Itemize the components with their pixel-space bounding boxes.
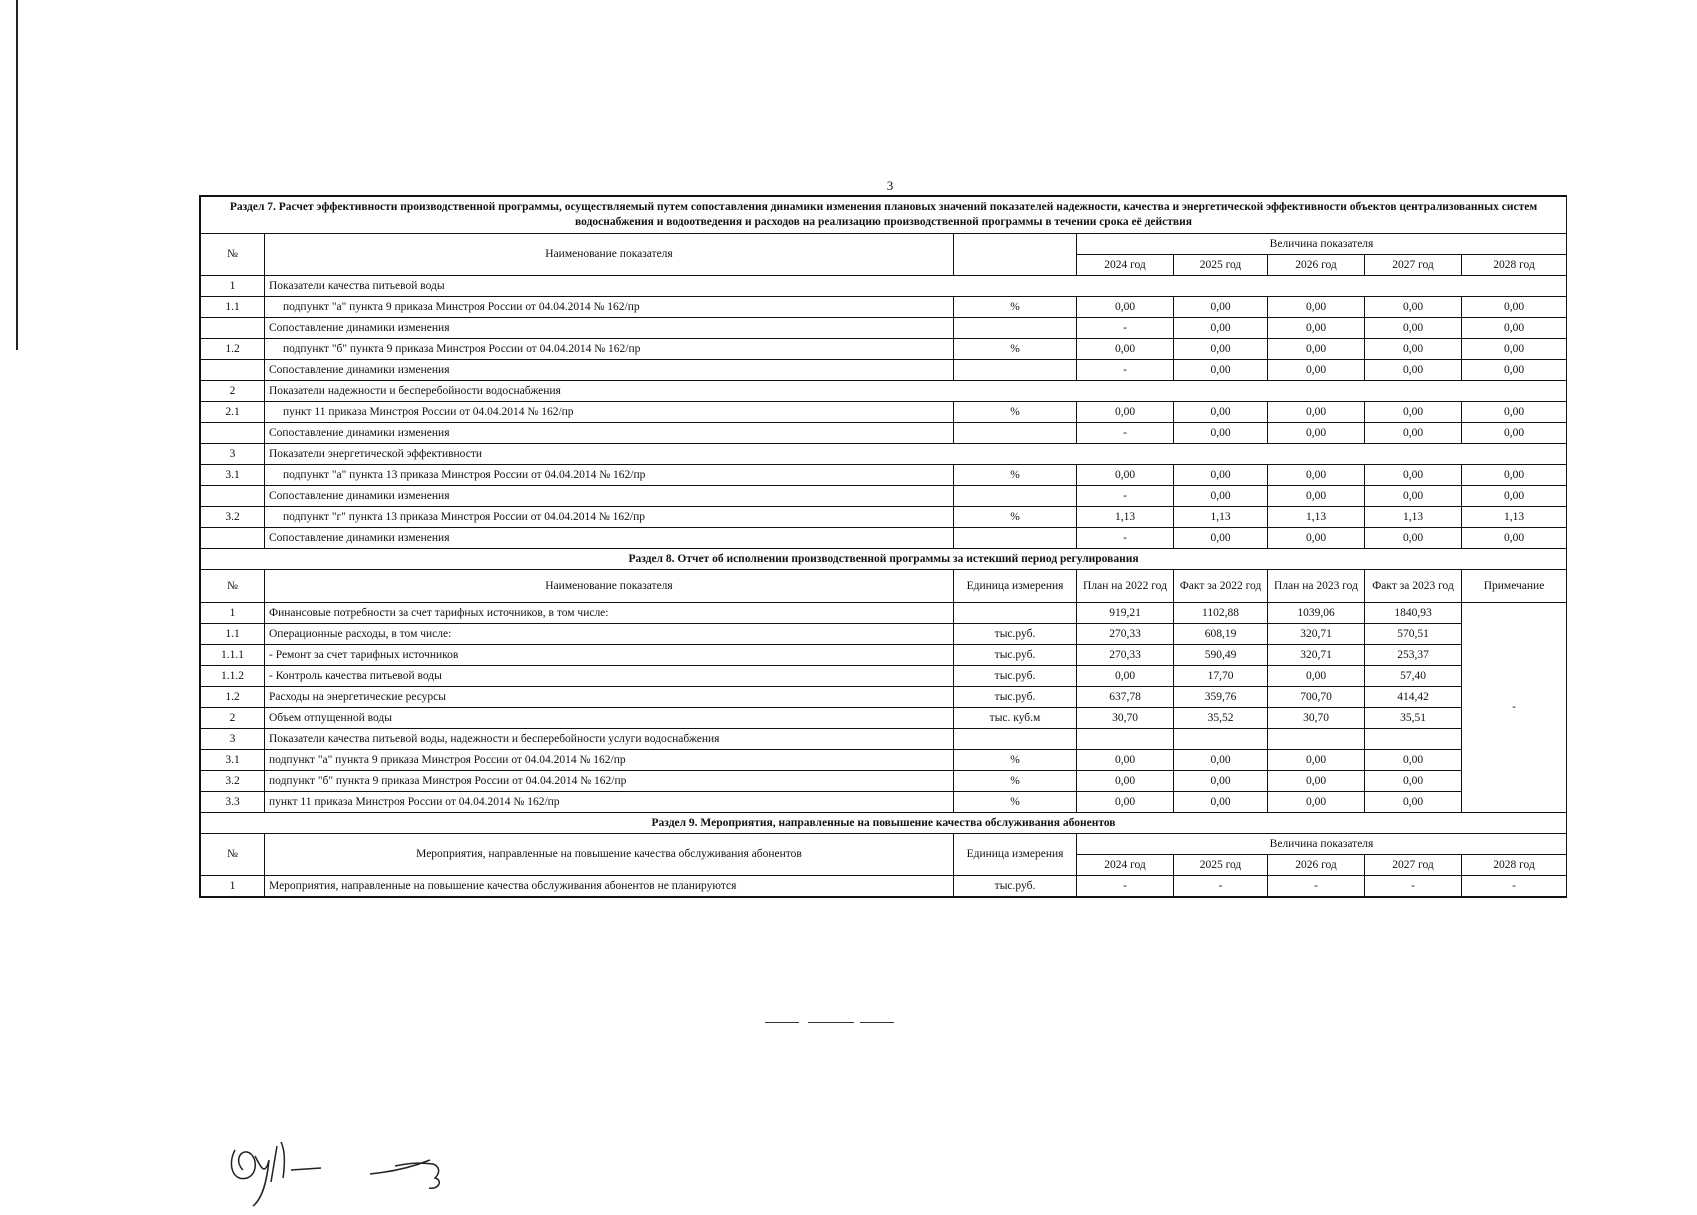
- row-unit: %: [954, 402, 1077, 423]
- row-value: 270,33: [1077, 624, 1174, 645]
- row-value: 0,00: [1268, 486, 1365, 507]
- row-value: 0,00: [1462, 402, 1567, 423]
- year-header: 2025 год: [1174, 855, 1268, 876]
- separator-dash: [765, 1022, 799, 1023]
- row-unit: %: [954, 465, 1077, 486]
- row-name: подпункт "а" пункта 9 приказа Минстроя России от 04.04.2014 № 162/пр: [265, 750, 954, 771]
- row-value: 590,49: [1174, 645, 1268, 666]
- row-value: 1,13: [1365, 507, 1462, 528]
- period-header: План на 2022 год: [1077, 570, 1174, 603]
- row-value: 0,00: [1365, 792, 1462, 813]
- section9-title-row: [201, 813, 1567, 834]
- row-value: 0,00: [1268, 339, 1365, 360]
- row-value: 0,00: [1365, 486, 1462, 507]
- row-value: 17,70: [1174, 666, 1268, 687]
- row-number: [201, 486, 265, 507]
- row-number: 1.2: [201, 687, 265, 708]
- year-header: 2024 год: [1077, 255, 1174, 276]
- col-name-header: Наименование показателя: [265, 570, 954, 603]
- row-number: 2: [201, 708, 265, 729]
- row-value: -: [1077, 528, 1174, 549]
- table-row: [201, 318, 1567, 339]
- row-value: 0,00: [1268, 402, 1365, 423]
- col-unit-header: Единица измерения: [954, 570, 1077, 603]
- row-value: -: [1365, 876, 1462, 897]
- row-value: 320,71: [1268, 624, 1365, 645]
- row-value: 0,00: [1365, 771, 1462, 792]
- row-value: [1174, 729, 1268, 750]
- row-unit: [954, 486, 1077, 507]
- period-header: План на 2023 год: [1268, 570, 1365, 603]
- row-number: 3.3: [201, 792, 265, 813]
- row-value: 0,00: [1268, 792, 1365, 813]
- row-name: подпункт "г" пункта 13 приказа Минстроя России от 04.04.2014 № 162/пр: [265, 507, 954, 528]
- row-value: 0,00: [1268, 666, 1365, 687]
- row-unit: [954, 528, 1077, 549]
- row-value: 0,00: [1365, 528, 1462, 549]
- row-name: Мероприятия, направленные на повышение качества обслуживания абонентов не планируются: [265, 876, 954, 897]
- row-value: 0,00: [1174, 486, 1268, 507]
- row-value: 919,21: [1077, 603, 1174, 624]
- row-unit: %: [954, 297, 1077, 318]
- row-value: -: [1268, 876, 1365, 897]
- row-value: 0,00: [1462, 318, 1567, 339]
- table-row: [201, 339, 1567, 360]
- document-table: [199, 195, 1567, 898]
- row-name: Сопоставление динамики изменения: [265, 528, 954, 549]
- row-group-name: Показатели надежности и бесперебойности водоснабжения: [265, 381, 1567, 402]
- row-unit: [954, 318, 1077, 339]
- row-value: -: [1077, 876, 1174, 897]
- row-value: 0,00: [1174, 318, 1268, 339]
- table-row: [201, 792, 1567, 813]
- row-value: 0,00: [1268, 750, 1365, 771]
- row-value: 0,00: [1268, 465, 1365, 486]
- row-value: 0,00: [1365, 339, 1462, 360]
- row-value: 0,00: [1077, 771, 1174, 792]
- row-value: 0,00: [1462, 423, 1567, 444]
- table-row: [201, 402, 1567, 423]
- row-value: -: [1077, 486, 1174, 507]
- row-unit: тыс.руб.: [954, 876, 1077, 897]
- row-unit: [954, 603, 1077, 624]
- row-name: подпункт "б" пункта 9 приказа Минстроя России от 04.04.2014 № 162/пр: [265, 339, 954, 360]
- row-value: 637,78: [1077, 687, 1174, 708]
- row-value: 0,00: [1268, 771, 1365, 792]
- row-value: 30,70: [1077, 708, 1174, 729]
- section7-title: Раздел 7. Расчет эффективности производственной программы, осуществляемый путем сопоставления динамики изменения плановых значений показателей надежности, качества и энергетической эффективности объектов централизованных систем водоснабжения и водоотведения и расходов на реализацию производственной программы в течении срока её действия: [201, 197, 1567, 234]
- row-number: 3: [201, 729, 265, 750]
- col-unit-header: Единица измерения: [954, 834, 1077, 876]
- note-cell: -: [1462, 603, 1567, 813]
- row-value: 0,00: [1365, 465, 1462, 486]
- row-value: 0,00: [1077, 666, 1174, 687]
- table-row: [201, 423, 1567, 444]
- row-unit: [954, 423, 1077, 444]
- row-value: [1077, 729, 1174, 750]
- row-value: 0,00: [1365, 402, 1462, 423]
- scan-edge-line: [16, 0, 18, 350]
- row-number: [201, 318, 265, 339]
- row-value: [1268, 729, 1365, 750]
- row-unit: тыс.руб.: [954, 687, 1077, 708]
- table-row: [201, 666, 1567, 687]
- row-value: 0,00: [1365, 360, 1462, 381]
- row-unit: %: [954, 771, 1077, 792]
- row-number: [201, 423, 265, 444]
- row-value: 0,00: [1268, 360, 1365, 381]
- table-row: [201, 603, 1567, 624]
- row-unit: тыс.руб.: [954, 624, 1077, 645]
- table-row: [201, 381, 1567, 402]
- row-name: пункт 11 приказа Минстроя России от 04.04.2014 № 162/пр: [265, 402, 954, 423]
- year-header: 2028 год: [1462, 255, 1567, 276]
- row-unit: %: [954, 792, 1077, 813]
- row-name: Финансовые потребности за счет тарифных источников, в том числе:: [265, 603, 954, 624]
- row-value: 0,00: [1077, 297, 1174, 318]
- section8-header-row: [201, 570, 1567, 603]
- row-value: 0,00: [1365, 318, 1462, 339]
- row-value: 253,37: [1365, 645, 1462, 666]
- row-value: 0,00: [1077, 402, 1174, 423]
- row-value: 0,00: [1174, 297, 1268, 318]
- table-body: [201, 197, 1567, 897]
- row-value: 0,00: [1462, 465, 1567, 486]
- row-unit: %: [954, 507, 1077, 528]
- table-row: [201, 876, 1567, 897]
- col-name-header: Наименование показателя: [265, 234, 954, 276]
- col-name-header: Мероприятия, направленные на повышение качества обслуживания абонентов: [265, 834, 954, 876]
- row-group-name: Показатели энергетической эффективности: [265, 444, 1567, 465]
- row-unit: тыс.руб.: [954, 666, 1077, 687]
- row-value: 0,00: [1077, 465, 1174, 486]
- row-group-name: Показатели качества питьевой воды: [265, 276, 1567, 297]
- col-no-header: №: [201, 570, 265, 603]
- row-number: 1.1.2: [201, 666, 265, 687]
- row-name: - Ремонт за счет тарифных источников: [265, 645, 954, 666]
- row-value: 608,19: [1174, 624, 1268, 645]
- row-value: 1,13: [1174, 507, 1268, 528]
- row-name: Расходы на энергетические ресурсы: [265, 687, 954, 708]
- row-number: 1: [201, 276, 265, 297]
- row-value: 0,00: [1174, 750, 1268, 771]
- row-value: 0,00: [1174, 339, 1268, 360]
- row-number: 1: [201, 876, 265, 897]
- table-row: [201, 708, 1567, 729]
- row-value: 1840,93: [1365, 603, 1462, 624]
- row-value: 0,00: [1174, 465, 1268, 486]
- table-row: [201, 360, 1567, 381]
- table-row: [201, 276, 1567, 297]
- row-number: 3.2: [201, 507, 265, 528]
- row-value: -: [1077, 423, 1174, 444]
- row-name: подпункт "а" пункта 13 приказа Минстроя России от 04.04.2014 № 162/пр: [265, 465, 954, 486]
- table-row: [201, 729, 1567, 750]
- year-header: 2027 год: [1365, 855, 1462, 876]
- row-name: Операционные расходы, в том числе:: [265, 624, 954, 645]
- table-row: [201, 444, 1567, 465]
- row-value: 0,00: [1462, 486, 1567, 507]
- row-value: 0,00: [1174, 528, 1268, 549]
- row-value: 0,00: [1077, 750, 1174, 771]
- signature-stroke: [370, 1160, 439, 1188]
- row-value: 35,51: [1365, 708, 1462, 729]
- row-number: 1.1.1: [201, 645, 265, 666]
- row-name: подпункт "б" пункта 9 приказа Минстроя России от 04.04.2014 № 162/пр: [265, 771, 954, 792]
- year-header: 2024 год: [1077, 855, 1174, 876]
- row-value: 270,33: [1077, 645, 1174, 666]
- row-value: 0,00: [1077, 792, 1174, 813]
- row-number: 2.1: [201, 402, 265, 423]
- row-name: пункт 11 приказа Минстроя России от 04.04.2014 № 162/пр: [265, 792, 954, 813]
- row-value: 30,70: [1268, 708, 1365, 729]
- col-note-header: Примечание: [1462, 570, 1567, 603]
- row-value: -: [1174, 876, 1268, 897]
- row-name: Сопоставление динамики изменения: [265, 360, 954, 381]
- section9-title: Раздел 9. Мероприятия, направленные на повышение качества обслуживания абонентов: [201, 813, 1567, 834]
- row-value: 359,76: [1174, 687, 1268, 708]
- row-value: 0,00: [1462, 360, 1567, 381]
- row-value: 0,00: [1462, 528, 1567, 549]
- row-value: 1,13: [1268, 507, 1365, 528]
- row-unit: %: [954, 339, 1077, 360]
- row-value: -: [1077, 360, 1174, 381]
- row-value: 0,00: [1268, 318, 1365, 339]
- table-row: [201, 507, 1567, 528]
- col-value-header: Величина показателя: [1077, 234, 1567, 255]
- year-header: 2028 год: [1462, 855, 1567, 876]
- table-row: [201, 645, 1567, 666]
- period-header: Факт за 2022 год: [1174, 570, 1268, 603]
- section7-title-row: [201, 197, 1567, 234]
- row-unit: тыс. куб.м: [954, 708, 1077, 729]
- row-name: Показатели качества питьевой воды, надежности и бесперебойности услуги водоснабжения: [265, 729, 954, 750]
- separator-dash: [808, 1022, 854, 1023]
- row-number: [201, 360, 265, 381]
- year-header: 2026 год: [1268, 855, 1365, 876]
- table-row: [201, 486, 1567, 507]
- col-no-header: №: [201, 834, 265, 876]
- row-value: 414,42: [1365, 687, 1462, 708]
- section7-header-row: [201, 234, 1567, 255]
- table-row: [201, 750, 1567, 771]
- row-number: 3: [201, 444, 265, 465]
- row-number: [201, 528, 265, 549]
- row-value: 700,70: [1268, 687, 1365, 708]
- row-value: 320,71: [1268, 645, 1365, 666]
- year-header: 2026 год: [1268, 255, 1365, 276]
- row-name: Сопоставление динамики изменения: [265, 486, 954, 507]
- row-unit: [954, 360, 1077, 381]
- row-name: Объем отпущенной воды: [265, 708, 954, 729]
- table-row: [201, 687, 1567, 708]
- row-value: 57,40: [1365, 666, 1462, 687]
- row-unit: %: [954, 750, 1077, 771]
- table-row: [201, 465, 1567, 486]
- col-no-header: №: [201, 234, 265, 276]
- row-unit: тыс.руб.: [954, 645, 1077, 666]
- table-row: [201, 528, 1567, 549]
- row-value: 1102,88: [1174, 603, 1268, 624]
- table-row: [201, 297, 1567, 318]
- year-header: 2025 год: [1174, 255, 1268, 276]
- row-value: 0,00: [1174, 360, 1268, 381]
- signature: [225, 1120, 485, 1215]
- section8-title-row: [201, 549, 1567, 570]
- row-value: 0,00: [1174, 423, 1268, 444]
- row-value: -: [1462, 876, 1567, 897]
- row-number: 3.2: [201, 771, 265, 792]
- row-value: 0,00: [1365, 297, 1462, 318]
- signature-stroke: [231, 1142, 321, 1206]
- row-number: 1: [201, 603, 265, 624]
- row-value: 0,00: [1365, 423, 1462, 444]
- row-value: 0,00: [1462, 297, 1567, 318]
- row-number: 1.2: [201, 339, 265, 360]
- row-unit: [954, 729, 1077, 750]
- row-value: -: [1077, 318, 1174, 339]
- row-value: 0,00: [1268, 297, 1365, 318]
- row-value: 1,13: [1077, 507, 1174, 528]
- table-row: [201, 624, 1567, 645]
- row-value: 35,52: [1174, 708, 1268, 729]
- row-name: Сопоставление динамики изменения: [265, 318, 954, 339]
- row-name: подпункт "а" пункта 9 приказа Минстроя России от 04.04.2014 № 162/пр: [265, 297, 954, 318]
- row-value: 1039,06: [1268, 603, 1365, 624]
- row-value: 0,00: [1268, 528, 1365, 549]
- period-header: Факт за 2023 год: [1365, 570, 1462, 603]
- row-value: 1,13: [1462, 507, 1567, 528]
- row-name: - Контроль качества питьевой воды: [265, 666, 954, 687]
- separator-dash: [860, 1022, 894, 1023]
- row-value: 0,00: [1268, 423, 1365, 444]
- row-number: 2: [201, 381, 265, 402]
- row-value: 0,00: [1077, 339, 1174, 360]
- row-value: [1365, 729, 1462, 750]
- row-number: 3.1: [201, 750, 265, 771]
- row-number: 1.1: [201, 297, 265, 318]
- row-number: 3.1: [201, 465, 265, 486]
- col-value-header: Величина показателя: [1077, 834, 1567, 855]
- table-row: [201, 771, 1567, 792]
- row-value: 570,51: [1365, 624, 1462, 645]
- row-number: 1.1: [201, 624, 265, 645]
- year-header: 2027 год: [1365, 255, 1462, 276]
- row-value: 0,00: [1174, 771, 1268, 792]
- col-unit-header: [954, 234, 1077, 276]
- row-value: 0,00: [1365, 750, 1462, 771]
- signature-image: [225, 1120, 485, 1210]
- row-value: 0,00: [1174, 402, 1268, 423]
- row-value: 0,00: [1462, 339, 1567, 360]
- row-name: Сопоставление динамики изменения: [265, 423, 954, 444]
- row-value: 0,00: [1174, 792, 1268, 813]
- section9-header-row: [201, 834, 1567, 855]
- section8-title: Раздел 8. Отчет об исполнении производственной программы за истекший период регулирования: [201, 549, 1567, 570]
- page-number: 3: [886, 178, 894, 193]
